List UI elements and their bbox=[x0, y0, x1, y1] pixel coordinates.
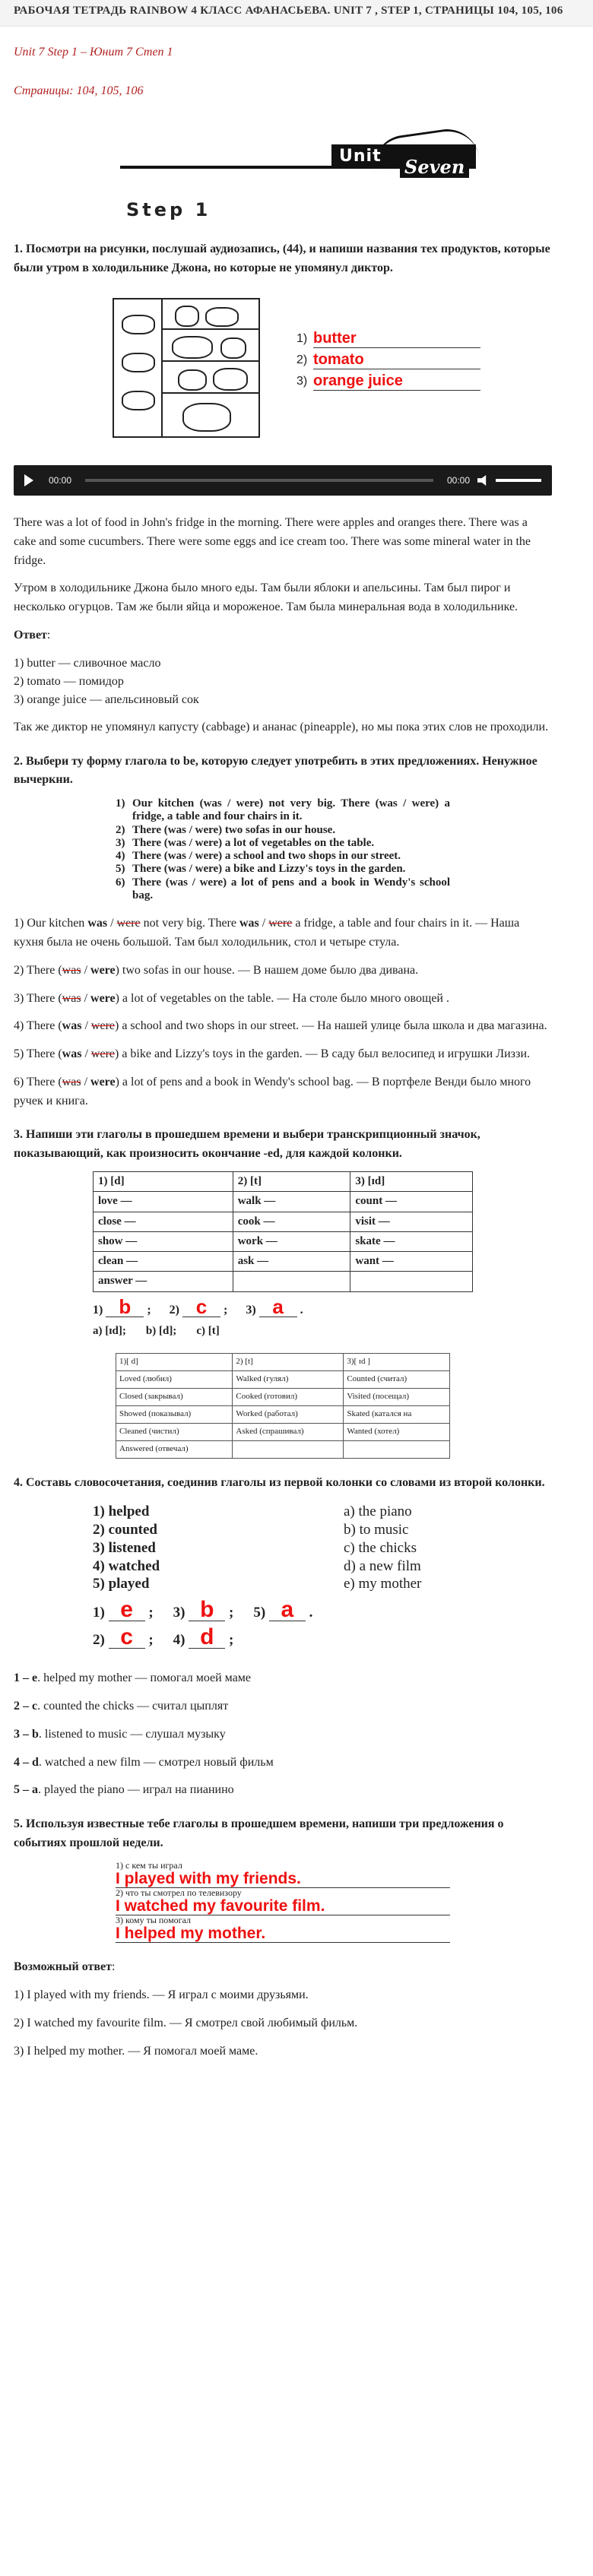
pages-subtitle: Страницы: 104, 105, 106 bbox=[14, 84, 144, 97]
table-cell: love — bbox=[94, 1192, 233, 1212]
table-cell: Showed (показывал) bbox=[116, 1405, 233, 1423]
table-cell: Counted (считал) bbox=[344, 1370, 450, 1388]
ex3-pick bbox=[93, 1294, 473, 1341]
table-row bbox=[94, 1212, 473, 1231]
struck-form: was bbox=[62, 991, 81, 1005]
unit-banner bbox=[14, 126, 552, 225]
ex5-exercise-image bbox=[116, 1861, 450, 1944]
banner-unit-number: Seven bbox=[400, 157, 469, 178]
answer-number: 2) bbox=[296, 353, 308, 366]
audio-player bbox=[14, 465, 552, 496]
item-text: There (was / were) a school and two shops in our street. bbox=[132, 850, 401, 863]
match-text: . helped my mother — помогал моей маме bbox=[37, 1671, 252, 1685]
answer-value: orange juice bbox=[313, 372, 480, 391]
table-cell: Closed (закрывал) bbox=[116, 1388, 233, 1405]
pick-item: 1) b ; bbox=[93, 1294, 151, 1318]
match-pair: 5 – a bbox=[14, 1783, 38, 1797]
prompt-question: 1) с кем ты играл bbox=[116, 1859, 182, 1871]
ex5-possible-lines bbox=[14, 1986, 552, 2061]
phrase-item: c) the chicks bbox=[344, 1539, 417, 1556]
match-text: . counted the chicks — считал цыплят bbox=[37, 1699, 229, 1713]
volume-icon[interactable] bbox=[477, 475, 488, 486]
pick-item: 2) c ; bbox=[169, 1294, 228, 1318]
exercise-item bbox=[116, 876, 450, 903]
ex1-answer-label: Ответ: bbox=[14, 628, 51, 642]
table-cell: answer — bbox=[94, 1272, 233, 1291]
match-item: 3) b ; bbox=[173, 1597, 234, 1623]
prompt-question: 2) что ты смотрел по телевизору bbox=[116, 1887, 242, 1898]
ex2-answers bbox=[14, 914, 552, 1111]
ex4-left-column bbox=[93, 1503, 160, 1593]
answer-line bbox=[296, 328, 480, 350]
item-number: 6) bbox=[116, 876, 125, 889]
answer-number: 1) bbox=[296, 331, 308, 345]
fridge-item bbox=[213, 368, 248, 391]
item-number: 4) bbox=[116, 850, 125, 863]
table-header: 2) [t] bbox=[233, 1172, 350, 1192]
table-row bbox=[116, 1440, 450, 1458]
fridge-item bbox=[175, 306, 199, 327]
struck-form: were bbox=[90, 1019, 115, 1033]
answer-sentence: 6) There (was / were) a lot of pens and a book in Wendy's school bag. — В портфеле Венди было много ручек и книга. bbox=[14, 1075, 531, 1107]
item-number: 3) bbox=[116, 836, 125, 849]
table-cell bbox=[233, 1440, 344, 1458]
match-text: . watched a new film — смотрел новый фильм bbox=[38, 1755, 274, 1769]
item-text: There (was / were) a bike and Lizzy's toys in the garden. bbox=[132, 863, 406, 876]
answer-line: 1) butter — сливочное масло bbox=[14, 656, 161, 670]
fridge-item bbox=[122, 353, 155, 372]
item-text: Our kitchen (was / were) not very big. There (was / were) a fridge, a table and four chairs in it. bbox=[132, 797, 450, 823]
ex4-columns bbox=[93, 1503, 473, 1593]
struck-form: was bbox=[62, 1075, 81, 1088]
match-value: c bbox=[109, 1627, 145, 1649]
ex1-text-ru: Утром в холодильнике Джона было много еды. Там были яблоки и апельсины. Там был пирог и несколько огурцов. Там же были яйца и мороженое. Там была минеральная вода в холодильнике. bbox=[14, 581, 518, 614]
table-cell: visit — bbox=[350, 1212, 473, 1231]
table-header-row bbox=[94, 1172, 473, 1192]
ex1-answer-lines bbox=[14, 654, 552, 709]
ex3-heading: 3. Напиши эти глаголы в прошедшем времени и выбери транскрипционный значок, показывающий, как произносить окончание -ed, для каждой колонки. bbox=[14, 1128, 480, 1161]
table-cell: show — bbox=[94, 1231, 233, 1251]
ex4-heading: 4. Составь словосочетания, соединив глаголы из первой колонки со словами из второй колонки. bbox=[14, 1475, 545, 1489]
answer-sentence: 3) There (was / were) a lot of vegetables on the table. — На столе было много овощей . bbox=[14, 991, 449, 1005]
item-number: 1) bbox=[116, 797, 125, 810]
exercise-item bbox=[116, 863, 450, 876]
item-number: 2) bbox=[116, 823, 125, 836]
table-cell: close — bbox=[94, 1212, 233, 1231]
phrase-item: a) the piano bbox=[344, 1503, 412, 1520]
ex3-verb-table bbox=[93, 1171, 473, 1292]
struck-form: were bbox=[268, 917, 293, 930]
table-cell: ask — bbox=[233, 1252, 350, 1272]
ex2-exercise-image bbox=[116, 797, 450, 902]
table-row bbox=[116, 1423, 450, 1440]
option: c) [t] bbox=[196, 1325, 220, 1338]
verb-item: 1) helped bbox=[93, 1503, 150, 1520]
table-row bbox=[94, 1231, 473, 1251]
table-cell: clean — bbox=[94, 1252, 233, 1272]
table-cell: want — bbox=[350, 1252, 473, 1272]
page-header bbox=[0, 0, 593, 27]
phrase-item: e) my mother bbox=[344, 1576, 422, 1592]
answer-line bbox=[296, 371, 480, 392]
match-text: . listened to music — слушал музыку bbox=[38, 1727, 226, 1741]
answer-label: Ответ bbox=[14, 628, 47, 642]
match-value: d bbox=[189, 1627, 225, 1649]
banner-step: Step 1 bbox=[126, 199, 211, 221]
table-header: 3)[ ɪd ] bbox=[344, 1353, 450, 1370]
play-icon[interactable] bbox=[24, 474, 33, 486]
match-pair: 2 – c bbox=[14, 1699, 38, 1713]
match-line bbox=[14, 1754, 552, 1773]
item-text: There (was / were) a lot of vegetables on the table. bbox=[132, 836, 375, 849]
answer-value: tomato bbox=[313, 350, 480, 369]
table-header-row bbox=[116, 1353, 450, 1370]
exercise-item bbox=[116, 837, 450, 850]
table-cell: walk — bbox=[233, 1192, 350, 1212]
ex4-right-column bbox=[344, 1503, 473, 1593]
verb-item: 2) counted bbox=[93, 1522, 157, 1538]
match-value: a bbox=[269, 1599, 306, 1621]
answer-sentence: 4) There (was / were) a school and two shops in our street. — На нашей улице была школа и два магазина. bbox=[14, 1019, 547, 1033]
match-line bbox=[14, 1697, 552, 1716]
exercise-item bbox=[116, 850, 450, 863]
fridge-shelf bbox=[161, 392, 258, 394]
table-row bbox=[94, 1192, 473, 1212]
fridge-illustration bbox=[113, 298, 260, 438]
answer-line: 2) tomato — помидор bbox=[14, 674, 124, 688]
possible-line: 2) I watched my favourite film. — Я смотрел свой любимый фильм. bbox=[14, 2017, 358, 2030]
struck-form: was bbox=[62, 963, 81, 977]
table-header: 3) [ɪd] bbox=[350, 1172, 473, 1192]
match-text: . played the piano — играл на пианино bbox=[38, 1783, 234, 1797]
kept-form: was bbox=[239, 917, 259, 930]
volume-slider[interactable] bbox=[496, 479, 541, 482]
fridge-item bbox=[220, 337, 246, 359]
match-value: b bbox=[189, 1599, 225, 1621]
ex2-heading: 2. Выбери ту форму глагола to be, которую следует употребить в этих предложениях. Ненужное вычеркни. bbox=[14, 754, 538, 787]
fridge-item bbox=[178, 369, 207, 391]
verb-item: 5) played bbox=[93, 1576, 150, 1592]
table-cell: Asked (спрашивал) bbox=[233, 1423, 344, 1440]
answer-sentence: 2) There (was / were) two sofas in our house. — В нашем доме было два дивана. bbox=[14, 963, 419, 977]
table-header: 2) [t] bbox=[233, 1353, 344, 1370]
option: b) [d]; bbox=[145, 1325, 177, 1338]
ex3-answer-table bbox=[116, 1353, 450, 1459]
ex1-note: Так же диктор не упомянул капусту (cabbage) и ананас (pineapple), но мы пока этих слов не проходили. bbox=[14, 720, 549, 734]
kept-form: were bbox=[90, 1075, 116, 1088]
fridge-shelf bbox=[161, 360, 258, 362]
struck-form: were bbox=[90, 1047, 115, 1061]
table-cell: Answered (отвечал) bbox=[116, 1440, 233, 1458]
answer-sentence: 5) There (was / were) a bike and Lizzy's toys in the garden. — В саду был велосипед и игрушки Лиззи. bbox=[14, 1047, 531, 1061]
kept-form: was bbox=[62, 1019, 82, 1033]
table-cell: Visited (посещал) bbox=[344, 1388, 450, 1405]
fridge-item bbox=[182, 403, 231, 432]
possible-answer-label: Возможный ответ bbox=[14, 1960, 112, 1974]
match-pair: 1 – e bbox=[14, 1671, 38, 1685]
pick-value: c bbox=[182, 1297, 220, 1317]
match-pair: 4 – d bbox=[14, 1755, 39, 1769]
phrase-item: b) to music bbox=[344, 1522, 409, 1538]
verb-item: 3) listened bbox=[93, 1539, 156, 1556]
match-item: 4) d ; bbox=[173, 1624, 234, 1650]
possible-line: 1) I played with my friends. — Я играл с моими друзьями. bbox=[14, 1988, 309, 2002]
kept-form: was bbox=[62, 1047, 82, 1061]
fridge-item bbox=[122, 315, 155, 334]
match-value: e bbox=[109, 1599, 145, 1621]
match-item: 5) a . bbox=[253, 1597, 313, 1623]
answer-sentence: 1) Our kitchen was / were not very big. There was / were a fridge, a table and four chairs in it. — Наша кухня была не очень большой. Там был холодильник, стол и четыре стула. bbox=[14, 917, 520, 949]
match-item: 2) c ; bbox=[93, 1624, 154, 1650]
kept-form: was bbox=[87, 917, 108, 930]
fridge-shelf bbox=[161, 328, 258, 330]
answer-value: butter bbox=[313, 329, 480, 348]
fridge-item bbox=[122, 391, 155, 410]
pick-value: a bbox=[259, 1297, 297, 1317]
table-row bbox=[116, 1405, 450, 1423]
match-line bbox=[14, 1781, 552, 1800]
phrase-item: d) a new film bbox=[344, 1557, 421, 1574]
table-row bbox=[94, 1252, 473, 1272]
pick-value: b bbox=[106, 1297, 144, 1317]
ex1-answer-slots bbox=[296, 328, 480, 392]
match-item: 1) e ; bbox=[93, 1597, 154, 1623]
table-cell: count — bbox=[350, 1192, 473, 1212]
prompt-answer: I helped my mother. bbox=[116, 1925, 450, 1943]
table-cell: cook — bbox=[233, 1212, 350, 1231]
ex1-heading: 1. Посмотри на рисунки, послушай аудиозапись, (44), и напиши названия тех продуктов, которые были утром в холодильнике Джона, но которые не упомянул диктор. bbox=[14, 242, 550, 275]
table-cell: Walked (гулял) bbox=[233, 1370, 344, 1388]
verb-item: 4) watched bbox=[93, 1557, 160, 1574]
prompt-answer: I watched my favourite film. bbox=[116, 1898, 450, 1915]
table-cell: Wanted (хотел) bbox=[344, 1423, 450, 1440]
fridge-item bbox=[205, 307, 239, 327]
table-row bbox=[94, 1272, 473, 1291]
table-cell: Cooked (готовил) bbox=[233, 1388, 344, 1405]
table-row bbox=[116, 1388, 450, 1405]
option: a) [ɪd]; bbox=[93, 1325, 126, 1338]
table-cell bbox=[344, 1440, 450, 1458]
ex1-figure bbox=[14, 298, 552, 442]
pick-item: 3) a . bbox=[246, 1294, 303, 1318]
possible-line: 3) I helped my mother. — Я помогал моей маме. bbox=[14, 2044, 258, 2058]
item-text: There (was / were) a lot of pens and a book in Wendy's school bag. bbox=[132, 876, 450, 901]
table-cell bbox=[350, 1272, 473, 1291]
table-cell: work — bbox=[233, 1231, 350, 1251]
match-line bbox=[14, 1669, 552, 1688]
kept-form: were bbox=[90, 963, 116, 977]
answer-line: 3) orange juice — апельсиновый сок bbox=[14, 692, 199, 706]
item-text: There (was / were) two sofas in our house. bbox=[132, 823, 336, 836]
time-total: 00:00 bbox=[446, 474, 470, 486]
unit-subtitle: Unit 7 Step 1 – Юнит 7 Степ 1 bbox=[14, 45, 173, 59]
kept-form: were bbox=[90, 991, 116, 1005]
table-header: 1) [d] bbox=[94, 1172, 233, 1192]
answer-line bbox=[296, 350, 480, 371]
time-current: 00:00 bbox=[49, 474, 72, 486]
exercise-item bbox=[116, 797, 450, 824]
item-number: 5) bbox=[116, 863, 125, 876]
table-cell: Worked (работал) bbox=[233, 1405, 344, 1423]
exercise-item bbox=[116, 824, 450, 837]
ex4-answer-slots bbox=[93, 1599, 473, 1654]
table-cell: Skated (катался на bbox=[344, 1405, 450, 1423]
ex4-answer-lines bbox=[14, 1669, 552, 1800]
table-cell: Cleaned (чистил) bbox=[116, 1423, 233, 1440]
table-cell: skate — bbox=[350, 1231, 473, 1251]
table-cell bbox=[233, 1272, 350, 1291]
match-pair: 3 – b bbox=[14, 1727, 39, 1741]
banner-unit-label: Unit bbox=[331, 144, 476, 169]
table-cell: Loved (любил) bbox=[116, 1370, 233, 1388]
prompt-answer: I played with my friends. bbox=[116, 1871, 450, 1888]
answer-number: 3) bbox=[296, 374, 308, 388]
struck-form: were bbox=[116, 917, 141, 930]
ex1-text-en: There was a lot of food in John's fridge in the morning. There were apples and oranges there. There was a cake and some cucumbers. There were some eggs and ice cream too. There was some mineral water in the fridge. bbox=[14, 515, 531, 567]
ex5-heading: 5. Используя известные тебе глаголы в прошедшем времени, напиши три предложения о событиях прошлой недели. bbox=[14, 1817, 504, 1849]
prompt-question: 3) кому ты помогал bbox=[116, 1915, 192, 1926]
audio-progress-bar[interactable] bbox=[85, 479, 433, 482]
match-line bbox=[14, 1725, 552, 1744]
table-row bbox=[116, 1370, 450, 1388]
fridge-item bbox=[172, 336, 213, 359]
page-title: РАБОЧАЯ ТЕТРАДЬ RAINBOW 4 КЛАСС АФАНАСЬЕВА. UNIT 7 , STEP 1, СТРАНИЦЫ 104, 105, 106 bbox=[14, 5, 563, 17]
table-header: 1)[ d] bbox=[116, 1353, 233, 1370]
